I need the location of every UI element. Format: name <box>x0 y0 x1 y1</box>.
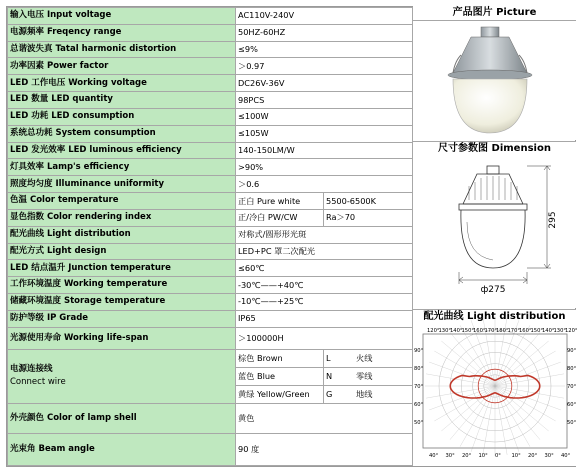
polar-right-label: 60° <box>567 402 577 408</box>
polar-bottom-label: 10° <box>511 453 521 459</box>
spec-row <box>8 58 413 75</box>
wire-code-letter: N <box>326 370 333 381</box>
wire-code <box>324 367 413 385</box>
spec-table <box>7 7 413 466</box>
spec-value: ＞0.6 <box>236 176 413 193</box>
beam-angle-row <box>8 433 413 465</box>
spec-value-2: Ra＞70 <box>324 209 413 226</box>
polar-left-label: 90° <box>414 348 424 354</box>
spec-value: ≤100W <box>236 108 413 125</box>
spec-label: 工作环境温度 Working temperature <box>8 277 236 294</box>
spec-row <box>8 108 413 125</box>
spec-label: 电源频率 Freqency range <box>8 24 236 41</box>
spec-row <box>8 176 413 193</box>
spec-row <box>8 92 413 109</box>
spec-value: ≤9% <box>236 41 413 58</box>
spec-row <box>8 125 413 142</box>
spec-value: 正白 Pure white <box>236 193 324 210</box>
spec-value: -10℃——+25℃ <box>236 294 413 311</box>
spec-label: 灯具效率 Lamp's efficiency <box>8 159 236 176</box>
dimension-height: 295 <box>548 211 558 229</box>
spec-label: 显色指数 Color rendering index <box>8 209 236 226</box>
dimension-diameter: ф275 <box>480 285 506 295</box>
spec-value: 98PCS <box>236 92 413 109</box>
connect-wire-label <box>8 349 236 403</box>
wire-code <box>324 349 413 367</box>
polar-left-label: 50° <box>414 420 424 426</box>
spec-value: ＞0.97 <box>236 58 413 75</box>
picture-title: 产品图片 Picture <box>413 6 576 21</box>
spec-label: LED 工作电压 Working voltage <box>8 75 236 92</box>
spec-value: 50HZ-60HZ <box>236 24 413 41</box>
polar-top-label: 140° <box>542 328 555 334</box>
spec-value: AC110V-240V <box>236 8 413 25</box>
polar-bottom-label: 40° <box>429 453 439 459</box>
spec-value: >90% <box>236 159 413 176</box>
polar-top-label: 180° <box>496 328 509 334</box>
spec-label: 配光曲线 Light distribution <box>8 226 236 243</box>
dimension-drawing <box>413 156 576 308</box>
spec-value-2: 5500-6500K <box>324 193 413 210</box>
spec-label: 防护等级 IP Grade <box>8 310 236 327</box>
wire-color: 蓝色 Blue <box>236 367 324 385</box>
polar-top-label: 170° <box>484 328 497 334</box>
wire-code-name: 零线 <box>356 370 373 381</box>
spec-label: 输入电压 Input voltage <box>8 8 236 25</box>
spec-row <box>8 226 413 243</box>
shell-color-label: 外壳颜色 Color of lamp shell <box>8 403 236 433</box>
spec-value: ＞100000H <box>236 327 413 349</box>
polar-top-label: 140° <box>450 328 463 334</box>
connect-wire-label-en: Connect wire <box>10 377 66 388</box>
spec-label: LED 数量 LED quantity <box>8 92 236 109</box>
spec-label: 总谐波失真 Tatal harmonic distortion <box>8 41 236 58</box>
spec-row <box>8 24 413 41</box>
polar-bottom-label: 10° <box>478 453 488 459</box>
wire-code-name: 火线 <box>356 352 373 363</box>
polar-top-label: 150° <box>530 328 543 334</box>
connect-wire-row <box>8 349 413 367</box>
polar-top-label: 120° <box>427 328 440 334</box>
spec-row <box>8 260 413 277</box>
spec-label: 系统总功耗 System consumption <box>8 125 236 142</box>
spec-row <box>8 294 413 311</box>
side-panel <box>412 7 576 466</box>
spec-label: 配光方式 Light design <box>8 243 236 260</box>
spec-value: 正/冷白 PW/CW <box>236 209 324 226</box>
wire-code-letter: G <box>326 388 333 399</box>
polar-bottom-label: 0° <box>495 453 501 459</box>
polar-bottom-label: 20° <box>462 453 472 459</box>
product-picture <box>413 21 576 140</box>
spec-value: 对称式/圆形形光斑 <box>236 226 413 243</box>
polar-bottom-label: 30° <box>544 453 554 459</box>
distribution-title: 配光曲线 Light distribution <box>413 309 576 325</box>
spec-label: 色温 Color temperature <box>8 193 236 210</box>
polar-right-label: 90° <box>567 348 577 354</box>
polar-top-label: 150° <box>461 328 474 334</box>
polar-left-label: 70° <box>414 384 424 390</box>
wire-code-name: 地线 <box>356 388 373 399</box>
spec-label: LED 发光效率 LED luminous efficiency <box>8 142 236 159</box>
beam-angle-value: 90 度 <box>236 433 413 465</box>
beam-angle-label: 光束角 Beam angle <box>8 433 236 465</box>
wire-code-letter: L <box>326 352 331 363</box>
polar-right-label: 70° <box>567 384 577 390</box>
dimension-title: 尺寸参数图 Dimension <box>413 141 576 157</box>
wire-color: 黄绿 Yellow/Green <box>236 385 324 403</box>
polar-top-label: 120° <box>565 328 578 334</box>
spec-value: -30℃——+40℃ <box>236 277 413 294</box>
wire-color: 棕色 Brown <box>236 349 324 367</box>
spec-value: IP65 <box>236 310 413 327</box>
spec-row <box>8 159 413 176</box>
spec-row <box>8 209 413 226</box>
spec-value: LED+PC 罩二次配光 <box>236 243 413 260</box>
shell-color-value: 黄色 <box>236 403 413 433</box>
spec-label: 储藏环境温度 Storage temperature <box>8 294 236 311</box>
polar-right-label: 50° <box>567 420 577 426</box>
light-distribution-chart <box>413 324 576 466</box>
polar-left-label: 80° <box>414 366 424 372</box>
spec-row <box>8 193 413 210</box>
polar-top-label: 130° <box>438 328 451 334</box>
spec-value: ≤105W <box>236 125 413 142</box>
polar-top-label: 130° <box>553 328 566 334</box>
spec-label: LED 结点温升 Junction temperature <box>8 260 236 277</box>
spec-value: ≤60℃ <box>236 260 413 277</box>
polar-bottom-label: 20° <box>528 453 538 459</box>
spec-row <box>8 75 413 92</box>
spec-value: DC26V-36V <box>236 75 413 92</box>
spec-label: 照度均匀度 Illuminance uniformity <box>8 176 236 193</box>
spec-label: 光源使用寿命 Working life-span <box>8 327 236 349</box>
connect-wire-label-cn: 电源连接线 <box>10 363 53 374</box>
polar-top-label: 160° <box>473 328 486 334</box>
polar-top-label: 170° <box>507 328 520 334</box>
polar-top-label: 160° <box>519 328 532 334</box>
spec-row <box>8 41 413 58</box>
shell-color-row <box>8 403 413 433</box>
spec-row <box>8 277 413 294</box>
spec-row <box>8 327 413 349</box>
spec-label: 功率因素 Power factor <box>8 58 236 75</box>
spec-row <box>8 243 413 260</box>
spec-value: 140-150LM/W <box>236 142 413 159</box>
wire-code <box>324 385 413 403</box>
spec-row <box>8 8 413 25</box>
polar-bottom-label: 30° <box>445 453 455 459</box>
polar-right-label: 80° <box>567 366 577 372</box>
polar-left-label: 60° <box>414 402 424 408</box>
spec-label: LED 功耗 LED consumption <box>8 108 236 125</box>
polar-bottom-label: 40° <box>561 453 571 459</box>
spec-sheet <box>6 6 576 467</box>
spec-row <box>8 142 413 159</box>
spec-row <box>8 310 413 327</box>
